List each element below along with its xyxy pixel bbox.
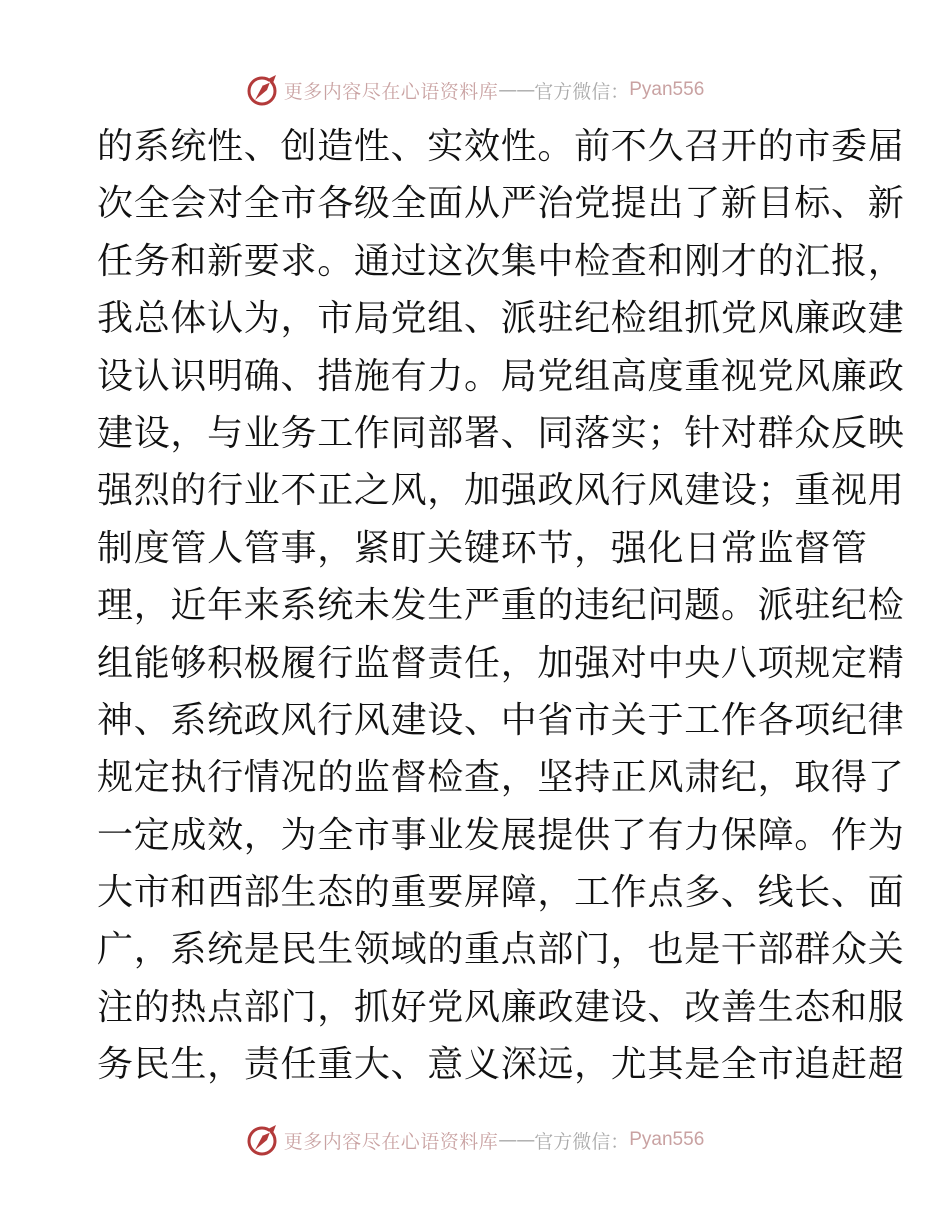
header-banner (0, 70, 950, 110)
text-line: 任务和新要求。通过这次集中检查和刚才的汇报， (97, 240, 905, 282)
text-line: 的系统性、创造性、实效性。前不久召开的市委届 (97, 126, 905, 167)
text-line: 次全会对全市各级全面从严治党提出了新目标、新 (97, 183, 905, 225)
pen-nib-logo-icon (246, 73, 280, 107)
text-line: 设认识明确、措施有力。局党组高度重视党风廉政 (97, 355, 905, 397)
text-line: 注的热点部门，抓好党风廉政建设、改善生态和服 (97, 986, 905, 1028)
text-line: 广，系统是民生领域的重点部门，也是干部群众关 (97, 929, 905, 971)
text-line: 神、系统政风行风建设、中省市关于工作各项纪律 (97, 699, 905, 741)
text-line: 大市和西部生态的重要屏障，工作点多、线长、面 (97, 872, 905, 914)
banner-text: 更多内容尽在心语资料库 (283, 80, 499, 103)
banner-wechat-label: 官方微信： (534, 80, 630, 103)
text-line: 我总体认为，市局党组、派驻纪检组抓党风廉政建 (97, 298, 905, 340)
banner-wechat-id: Pyan556 (629, 1129, 705, 1150)
footer-banner (0, 1120, 950, 1160)
text-line: 组能够积极履行监督责任，加强对中央八项规定精 (97, 642, 905, 684)
pen-nib-logo-icon (246, 1123, 280, 1157)
body-text (97, 118, 905, 1094)
banner-text: 更多内容尽在心语资料库 (283, 1130, 499, 1153)
text-line: 一定成效，为全市事业发展提供了有力保障。作为 (97, 814, 905, 856)
text-line: 制度管人管事，紧盯关键环节，强化日常监督管 (97, 527, 868, 569)
text-line: 务民生，责任重大、意义深远，尤其是全市追赶超 (97, 1044, 905, 1086)
banner-wechat-id: Pyan556 (629, 79, 705, 100)
banner-separator: —— (498, 1129, 535, 1151)
banner-wechat-label: 官方微信： (534, 1130, 630, 1153)
banner-separator: —— (498, 79, 535, 101)
text-line: 理，近年来系统未发生严重的违纪问题。派驻纪检 (97, 585, 905, 627)
text-line: 强烈的行业不正之风，加强政风行风建设；重视用 (97, 470, 905, 512)
text-line: 规定执行情况的监督检查，坚持正风肃纪，取得了 (97, 757, 905, 799)
text-line: 建设，与业务工作同部署、同落实；针对群众反映 (97, 412, 905, 454)
